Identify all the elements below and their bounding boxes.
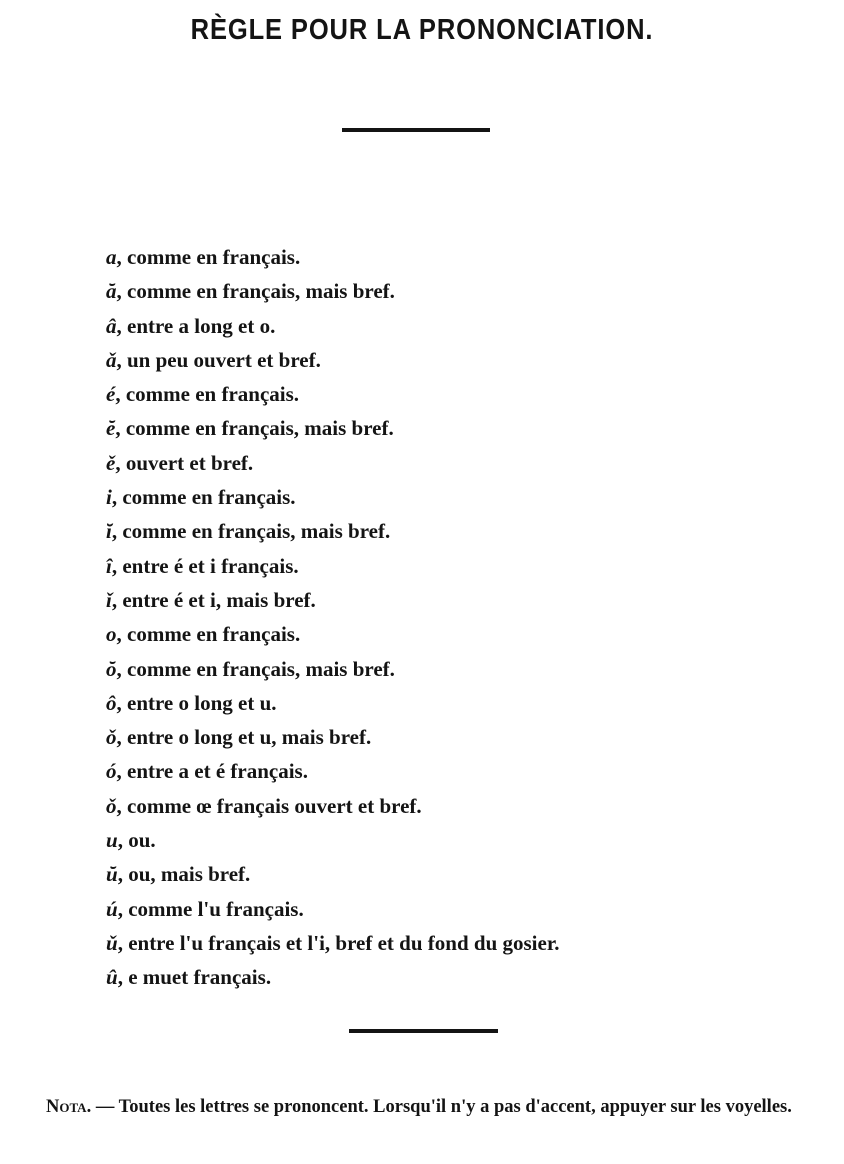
entry-description: entre o long et u, mais bref. [127, 725, 372, 750]
entry-description: ou, mais bref. [128, 862, 251, 887]
entry-description: entre é et i, mais bref. [122, 587, 316, 612]
entry-letter: ǐ [106, 587, 112, 612]
entry-letter: ú [106, 896, 118, 921]
list-item: ŭ, ou, mais bref. [106, 862, 251, 887]
list-item: ě, ouvert et bref. [106, 450, 254, 475]
entry-description: comme en français, mais bref. [127, 656, 395, 681]
list-item: a, comme en français. [106, 245, 301, 269]
list-item: â, entre a long et o. [106, 313, 276, 338]
list-item: û, e muet français. [106, 965, 272, 990]
entry-letter: ô [106, 690, 117, 715]
top-divider [342, 128, 490, 132]
entry-letter: o [106, 622, 117, 647]
entry-description: comme en français. [125, 382, 300, 407]
entry-description: entre é et i français. [122, 553, 299, 578]
entry-letter: ŭ [106, 862, 118, 887]
entry-letter: i [106, 485, 112, 510]
entry-description: comme en français, mais bref. [122, 519, 391, 544]
entry-letter: a [106, 245, 117, 269]
list-item: é, comme en français. [106, 382, 300, 407]
list-item: ĕ, comme en français, mais bref. [106, 416, 394, 441]
entry-letter: â [106, 313, 117, 338]
list-item: ǒ, comme œ français ouvert et bref. [106, 793, 422, 818]
list-item: ú, comme l'u français. [106, 896, 304, 921]
list-item: ǐ, entre é et i, mais bref. [106, 587, 316, 612]
nota-note [8, 1094, 834, 1121]
list-item: ă, comme en français, mais bref. [106, 279, 395, 304]
list-item: ĭ, comme en français, mais bref. [106, 519, 391, 544]
entry-letter: é [106, 382, 116, 407]
entry-letter: ǒ [106, 725, 117, 750]
entry-letter: ĕ [106, 416, 116, 441]
entry-letter: ŏ [106, 656, 117, 681]
entry-description: comme en français. [122, 485, 296, 510]
list-item: ô, entre o long et u. [106, 690, 277, 715]
list-item: o, comme en français. [106, 622, 301, 647]
list-item: ǔ, entre l'u français et l'i, bref et du fond du gosier. [106, 930, 560, 955]
list-item: ó, entre a et é français. [106, 759, 308, 784]
entry-description: un peu ouvert et bref. [127, 347, 321, 372]
page-title: RÈGLE POUR LA PRONONCIATION. [190, 14, 654, 46]
entry-letter: u [106, 828, 118, 853]
entry-letter: ě [106, 450, 116, 475]
entry-description: comme en français. [127, 245, 301, 269]
list-item: i, comme en français. [106, 485, 296, 510]
entry-description: comme en français, mais bref. [125, 416, 394, 441]
entry-description: ou. [128, 828, 156, 853]
entry-description: comme en français, mais bref. [127, 279, 395, 304]
entry-letter: ă [106, 279, 117, 304]
nota-label: Nota. [46, 1097, 92, 1117]
entry-description: comme l'u français. [128, 896, 304, 921]
entry-letter: ĭ [106, 519, 112, 544]
list-item: u, ou. [106, 828, 156, 853]
list-item: ǎ, un peu ouvert et bref. [106, 347, 321, 372]
entry-description: e muet français. [128, 965, 272, 990]
entry-letter: û [106, 965, 118, 990]
entry-description: ouvert et bref. [125, 450, 254, 475]
list-item: ǒ, entre o long et u, mais bref. [106, 725, 372, 750]
list-item: ŏ, comme en français, mais bref. [106, 656, 395, 681]
entry-description: comme en français. [127, 622, 301, 647]
entry-letter: ǒ [106, 793, 117, 818]
entry-letter: î [106, 553, 112, 578]
entry-letter: ó [106, 759, 117, 784]
entry-letter: ǔ [106, 930, 118, 955]
entry-description: entre o long et u. [127, 690, 277, 715]
list-item: î, entre é et i français. [106, 553, 299, 578]
entry-description: comme œ français ouvert et bref. [127, 793, 422, 818]
entry-letter: ǎ [106, 347, 117, 372]
entry-description: entre l'u français et l'i, bref et du fond du gosier. [128, 930, 560, 955]
nota-text: — Toutes les lettres se prononcent. Lorsqu'il n'y a pas d'accent, appuyer sur les voyelles. [95, 1097, 792, 1117]
entry-description: entre a long et o. [127, 313, 276, 338]
bottom-divider [349, 1029, 498, 1033]
pronunciation-list [106, 240, 826, 995]
entry-description: entre a et é français. [127, 759, 308, 784]
